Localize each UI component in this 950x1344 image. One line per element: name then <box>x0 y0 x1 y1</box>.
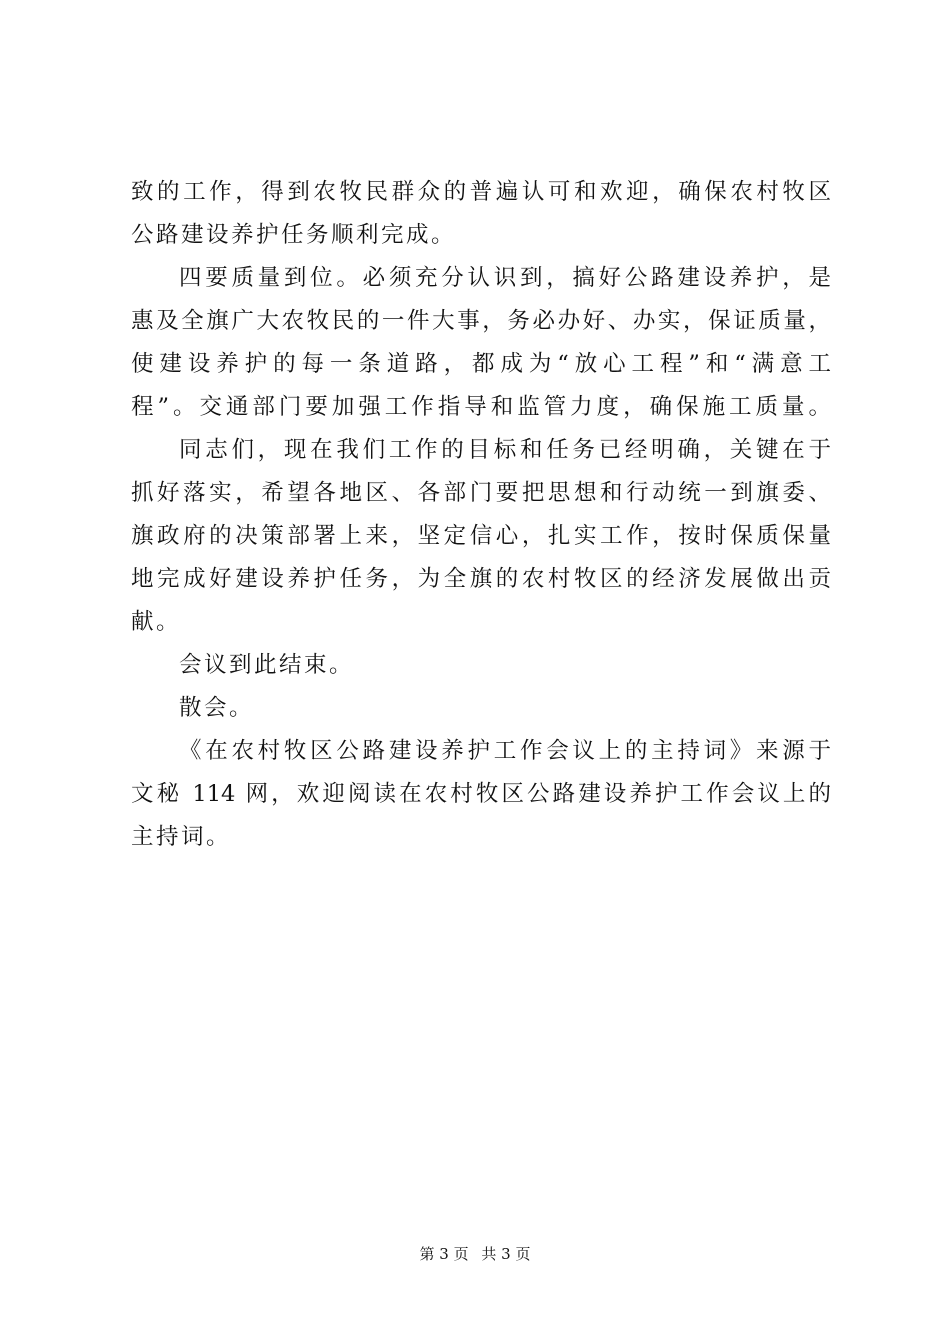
document-body <box>131 171 831 859</box>
text-line-10: 地完成好建设养护任务，为全旗的农村牧区的经济发展做出贡 <box>131 566 831 592</box>
page-footer <box>0 1242 950 1266</box>
text-line-9: 旗政府的决策部署上来，坚定信心，扎实工作，按时保质保量 <box>131 523 831 549</box>
text-line-2: 公路建设养护任务顺利完成。 <box>131 222 457 248</box>
text-line-12: 会议到此结束。 <box>179 652 355 678</box>
text-line-6: 程”。交通部门要加强工作指导和监管力度，确保施工质量。 <box>131 394 831 420</box>
page-number-total: 共 3 页 <box>481 1245 531 1263</box>
text-line-13: 散会。 <box>179 695 255 721</box>
text-line-3: 四要质量到位。必须充分认识到，搞好公路建设养护，是 <box>179 265 831 291</box>
text-line-5: 使建设养护的每一条道路，都成为“放心工程”和“满意工 <box>131 351 831 377</box>
text-line-11: 献。 <box>131 609 182 635</box>
text-line-1: 致的工作，得到农牧民群众的普遍认可和欢迎，确保农村牧区 <box>131 179 831 205</box>
text-line-15: 文秘 114 网，欢迎阅读在农村牧区公路建设养护工作会议上的 <box>131 781 831 807</box>
text-line-16: 主持词。 <box>131 824 232 850</box>
page-number-current: 第 3 页 <box>419 1245 469 1263</box>
text-line-4: 惠及全旗广大农牧民的一件大事，务必办好、办实，保证质量， <box>131 308 831 334</box>
text-line-8: 抓好落实，希望各地区、各部门要把思想和行动统一到旗委、 <box>131 480 831 506</box>
text-line-14: 《在农村牧区公路建设养护工作会议上的主持词》来源于 <box>179 738 831 764</box>
text-line-7: 同志们，现在我们工作的目标和任务已经明确，关键在于 <box>179 437 831 463</box>
